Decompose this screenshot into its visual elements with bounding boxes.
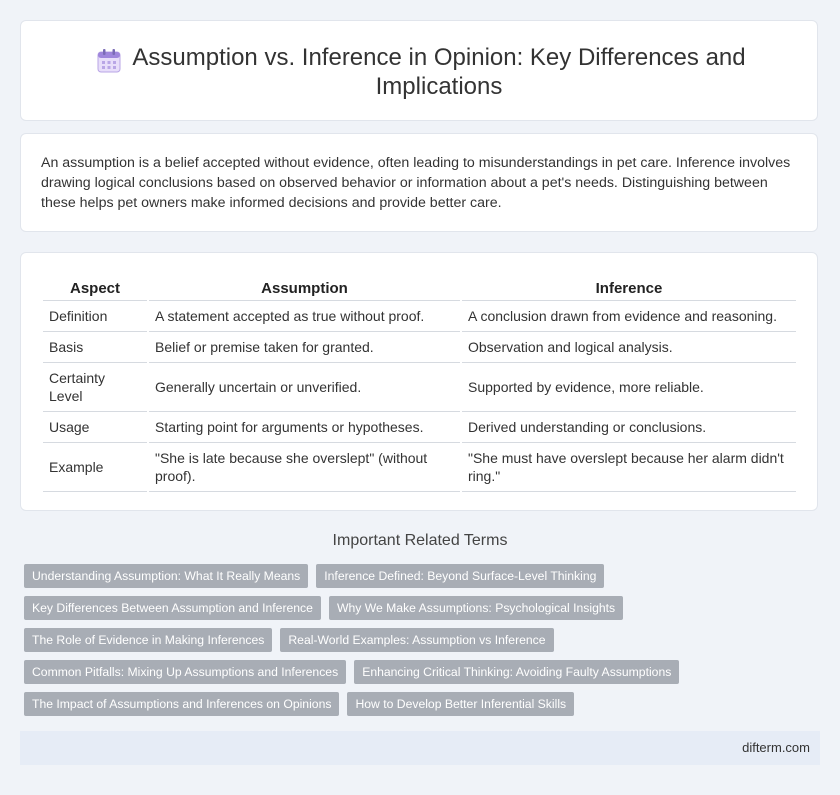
related-term-tag[interactable]: Common Pitfalls: Mixing Up Assumptions and Inferences	[24, 660, 346, 684]
header-assumption: Assumption	[149, 276, 460, 301]
cell-assumption: A statement accepted as true without proof.	[149, 301, 460, 332]
cell-inference: A conclusion drawn from evidence and reasoning.	[462, 301, 796, 332]
related-term-tag[interactable]: Key Differences Between Assumption and Inference	[24, 596, 321, 620]
related-term-tag[interactable]: How to Develop Better Inferential Skills	[347, 692, 574, 716]
related-term-tag[interactable]: Inference Defined: Beyond Surface-Level Thinking	[316, 564, 604, 588]
comparison-table	[41, 276, 798, 492]
related-term-tag[interactable]: Enhancing Critical Thinking: Avoiding Faulty Assumptions	[354, 660, 679, 684]
tag-row	[24, 660, 679, 684]
table-header-row	[43, 276, 796, 301]
cell-assumption: "She is late because she overslept" (without proof).	[149, 443, 460, 492]
tag-row	[24, 628, 554, 652]
footer-site-link[interactable]: difterm.com	[742, 740, 810, 755]
related-term-tag[interactable]: Real-World Examples: Assumption vs Inference	[280, 628, 553, 652]
cell-assumption: Starting point for arguments or hypotheses.	[149, 412, 460, 443]
related-term-tag[interactable]: The Impact of Assumptions and Inferences on Opinions	[24, 692, 339, 716]
comparison-card	[20, 252, 818, 511]
cell-aspect: Example	[43, 443, 147, 492]
related-term-tag[interactable]: The Role of Evidence in Making Inferences	[24, 628, 272, 652]
table-row	[43, 443, 796, 492]
related-terms-heading: Important Related Terms	[332, 532, 508, 549]
cell-aspect: Basis	[43, 332, 147, 363]
intro-card	[20, 133, 818, 232]
footer	[20, 731, 820, 765]
header-inference: Inference	[462, 276, 796, 301]
page-title: Assumption vs. Inference in Opinion: Key Differences and Implications	[132, 44, 746, 100]
tag-row	[24, 692, 574, 716]
table-row	[43, 301, 796, 332]
cell-aspect: Certainty Level	[43, 363, 147, 412]
cell-inference: Observation and logical analysis.	[462, 332, 796, 363]
related-term-tag[interactable]: Why We Make Assumptions: Psychological Insights	[329, 596, 623, 620]
table-row	[43, 332, 796, 363]
intro-paragraph: An assumption is a belief accepted without evidence, often leading to misunderstandings in pet care. Inference involves drawing logical conclusions based on observed behavior or information about a pet's needs. Distinguishing between these helps pet owners make informed decisions and provide better care.	[41, 155, 791, 211]
table-row	[43, 412, 796, 443]
title-card	[20, 20, 818, 121]
cell-aspect: Usage	[43, 412, 147, 443]
tag-row	[24, 564, 604, 588]
cell-inference: Supported by evidence, more reliable.	[462, 363, 796, 412]
cell-inference: "She must have overslept because her alarm didn't ring."	[462, 443, 796, 492]
cell-assumption: Belief or premise taken for granted.	[149, 332, 460, 363]
header-aspect: Aspect	[43, 276, 147, 301]
related-term-tag[interactable]: Understanding Assumption: What It Really Means	[24, 564, 308, 588]
tag-row	[24, 596, 623, 620]
cell-aspect: Definition	[43, 301, 147, 332]
table-row	[43, 363, 796, 412]
cell-inference: Derived understanding or conclusions.	[462, 412, 796, 443]
cell-assumption: Generally uncertain or unverified.	[149, 363, 460, 412]
